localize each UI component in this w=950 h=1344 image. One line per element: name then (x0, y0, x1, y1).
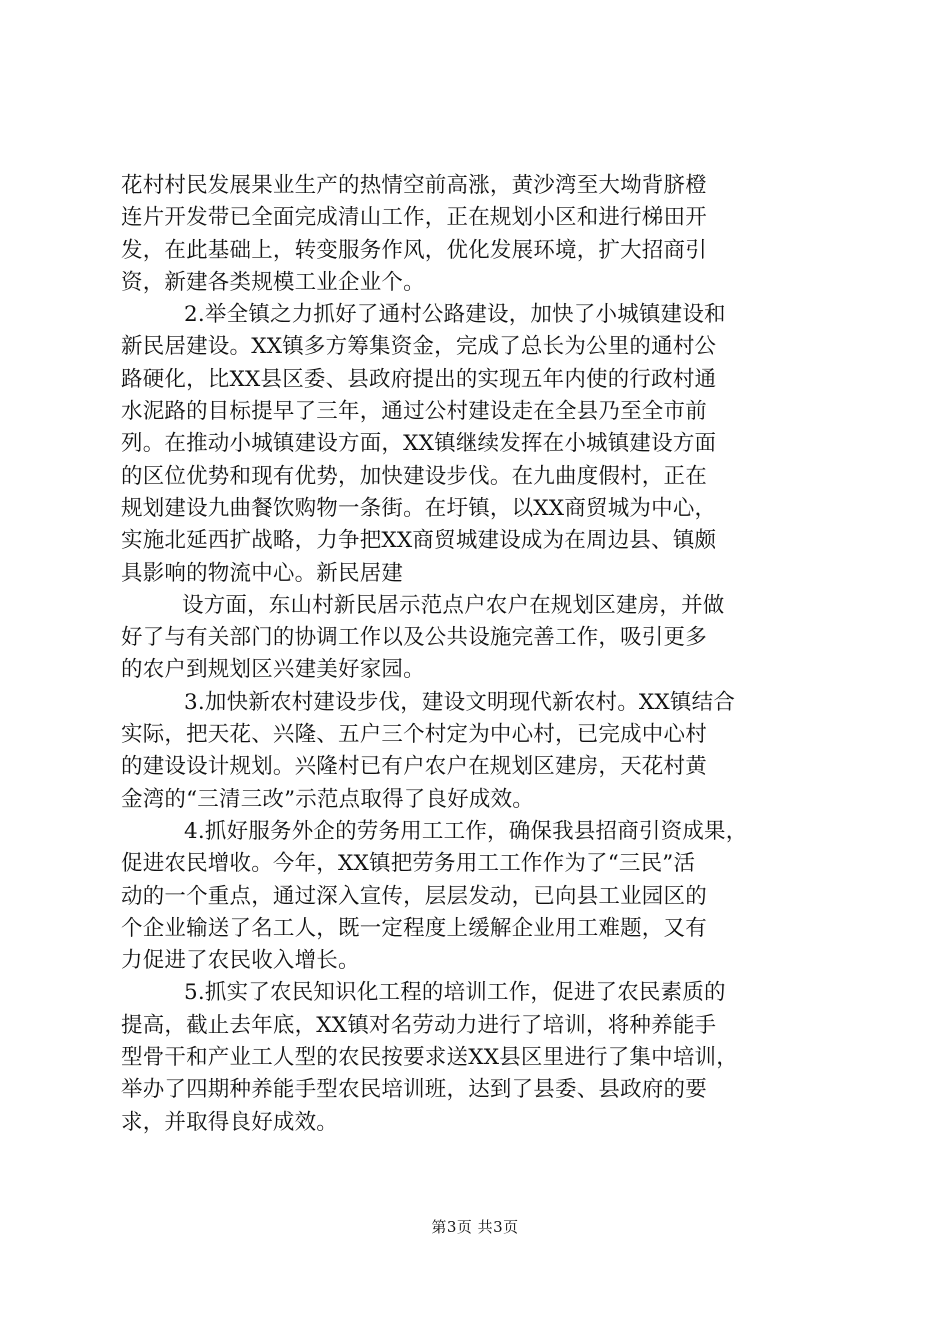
text-line: 型骨干和产业工人型的农民按要求送XX县区里进行了集中培训， (121, 1045, 738, 1071)
text-line: 列。在推动小城镇建设方面，XX镇继续发挥在小城镇建设方面 (121, 431, 717, 457)
text-line: 规划建设九曲餐饮购物一条街。在圩镇，以XX商贸城为中心， (121, 495, 717, 521)
text-line: 发，在此基础上，转变服务作风，优化发展环境，扩大招商引 (121, 237, 707, 263)
text-line: 的建设设计规划。兴隆村已有户农户在规划区建房，天花村黄 (121, 754, 707, 780)
text-line: 连片开发带已全面完成清山工作，正在规划小区和进行梯田开 (121, 205, 707, 231)
text-line: 求，并取得良好成效。 (121, 1109, 339, 1135)
document-body (121, 170, 837, 1139)
text-line: 实际，把天花、兴隆、五户三个村定为中心村，已完成中心村 (121, 722, 707, 748)
paragraph-4-start: 4.抓好服务外企的劳务用工工作，确保我县招商引资成果， (184, 818, 748, 844)
paragraph-3-start: 3.加快新农村建设步伐，建设文明现代新农村。XX镇结合 (184, 689, 736, 715)
text-line: 新民居建设。XX镇多方筹集资金，完成了总长为公里的通村公 (121, 334, 717, 360)
text-line: 金湾的“三清三改”示范点取得了良好成效。 (121, 786, 534, 812)
text-line: 促进农民增收。今年，XX镇把劳务用工工作作为了“三民”活 (121, 851, 696, 877)
text-line: 的区位优势和现有优势，加快建设步伐。在九曲度假村，正在 (121, 463, 707, 489)
text-line: 水泥路的目标提早了三年，通过公村建设走在全县乃至全市前 (121, 399, 707, 425)
text-line: 提高，截止去年底，XX镇对名劳动力进行了培训，将种养能手 (121, 1012, 717, 1038)
paragraph-2-start: 2.举全镇之力抓好了通村公路建设，加快了小城镇建设和 (184, 302, 726, 328)
text-line: 的农户到规划区兴建美好家园。 (121, 657, 425, 683)
paragraph-continuation-start: 设方面，东山村新民居示范点户农户在规划区建房，并做 (182, 592, 725, 618)
text-line: 好了与有关部门的协调工作以及公共设施完善工作，吸引更多 (121, 625, 707, 651)
page-number-footer: 第3页 共3页 (431, 1218, 519, 1236)
text-line: 花村村民发展果业生产的热情空前高涨，黄沙湾至大坳背脐橙 (121, 173, 707, 198)
text-line: 个企业输送了名工人，既一定程度上缓解企业用工难题，又有 (121, 915, 707, 941)
text-line: 路硬化，比XX县区委、县政府提出的实现五年内使的行政村通 (121, 366, 717, 392)
text-line: 力促进了农民收入增长。 (121, 948, 360, 974)
text-line: 举办了四期种养能手型农民培训班，达到了县委、县政府的要 (121, 1077, 707, 1103)
text-line: 实施北延西扩战略，力争把XX商贸城建设成为在周边县、镇颇 (121, 528, 717, 554)
text-line: 动的一个重点，通过深入宣传，层层发动，已向县工业园区的 (121, 883, 707, 909)
paragraph-5-start: 5.抓实了农民知识化工程的培训工作，促进了农民素质的 (184, 980, 726, 1006)
text-line: 具影响的物流中心。新民居建 (121, 560, 404, 586)
text-line: 资，新建各类规模工业企业个。 (121, 269, 425, 295)
